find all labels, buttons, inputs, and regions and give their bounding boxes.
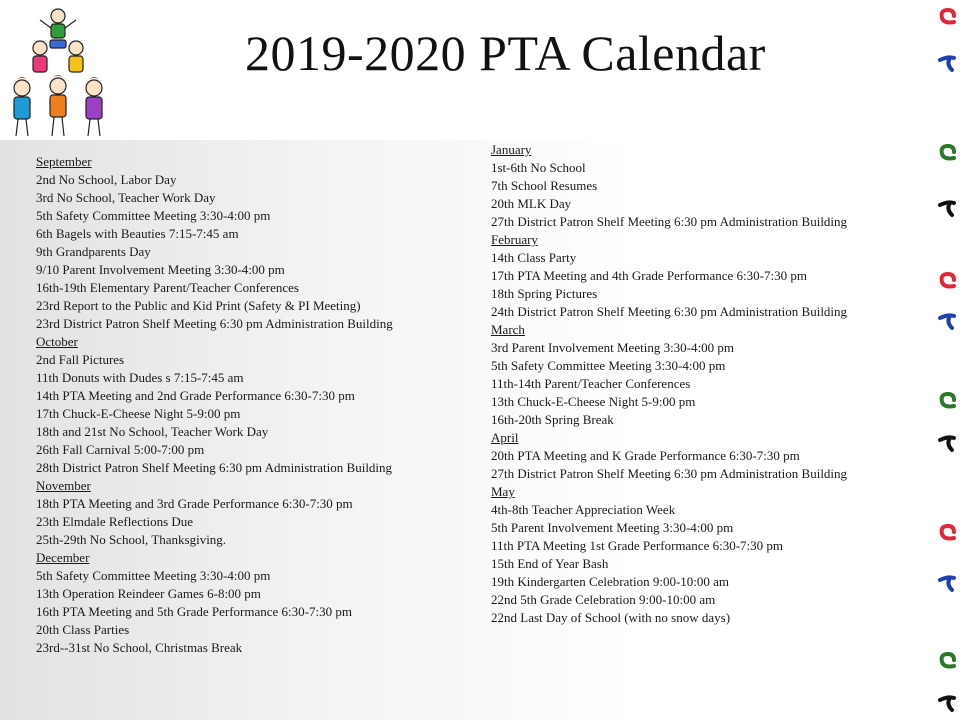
month-heading: March (491, 322, 525, 337)
event-item: 20th Class Parties (36, 622, 130, 637)
page-title: 2019-2020 PTA Calendar (245, 25, 766, 81)
month-heading: September (36, 154, 92, 169)
event-item: 16th PTA Meeting and 5th Grade Performance 6:30-7:30 pm (36, 604, 352, 619)
squiggle-icon (942, 526, 954, 539)
event-item: 23th Elmdale Reflections Due (36, 514, 194, 529)
event-item: 1st-6th No School (491, 160, 586, 175)
squiggle-icon (942, 146, 954, 159)
event-item: 11th Donuts with Dudes s 7:15-7:45 am (36, 370, 244, 385)
event-item: 18th Spring Pictures (491, 286, 598, 301)
event-item: 19th Kindergarten Celebration 9:00-10:00 am (491, 574, 730, 589)
squiggle-icon (942, 394, 954, 407)
event-item: 24th District Patron Shelf Meeting 6:30 pm Administration Building (491, 304, 848, 319)
event-item: 13th Operation Reindeer Games 6-8:00 pm (36, 586, 261, 601)
event-item: 28th District Patron Shelf Meeting 6:30 pm Administration Building (36, 460, 393, 475)
month-heading: May (491, 484, 515, 499)
squiggle-icon (942, 654, 954, 667)
event-item: 2nd Fall Pictures (36, 352, 125, 367)
decorative-border-icon (910, 0, 960, 720)
event-item: 23rd--31st No School, Christmas Break (36, 640, 243, 655)
event-item: 15th End of Year Bash (491, 556, 609, 571)
event-item: 26th Fall Carnival 5:00-7:00 pm (36, 442, 205, 457)
event-item: 27th District Patron Shelf Meeting 6:30 pm Administration Building (491, 466, 848, 481)
squiggle-icon (940, 697, 954, 710)
event-item: 9/10 Parent Involvement Meeting 3:30-4:00 pm (36, 262, 285, 277)
event-item: 18th PTA Meeting and 3rd Grade Performance 6:30-7:30 pm (36, 496, 353, 511)
calendar-column-left (36, 153, 476, 657)
event-item: 16th-20th Spring Break (491, 412, 614, 427)
event-item: 4th-8th Teacher Appreciation Week (491, 502, 676, 517)
event-item: 9th Grandparents Day (36, 244, 151, 259)
squiggle-icon (940, 315, 954, 328)
event-item: 3rd Parent Involvement Meeting 3:30-4:00 pm (491, 340, 734, 355)
event-item: 5th Safety Committee Meeting 3:30-4:00 pm (36, 208, 271, 223)
event-item: 3rd No School, Teacher Work Day (36, 190, 216, 205)
event-item: 17th Chuck-E-Cheese Night 5-9:00 pm (36, 406, 241, 421)
month-heading: October (36, 334, 78, 349)
event-item: 16th-19th Elementary Parent/Teacher Conferences (36, 280, 299, 295)
event-item: 20th PTA Meeting and K Grade Performance 6:30-7:30 pm (491, 448, 800, 463)
squiggle-icon (940, 577, 954, 590)
event-item: 27th District Patron Shelf Meeting 6:30 pm Administration Building (491, 214, 848, 229)
event-item: 7th School Resumes (491, 178, 598, 193)
month-heading: February (491, 232, 538, 247)
squiggle-icon (940, 437, 954, 450)
event-item: 22nd Last Day of School (with no snow days) (491, 610, 731, 625)
event-item: 5th Parent Involvement Meeting 3:30-4:00 pm (491, 520, 734, 535)
event-item: 2nd No School, Labor Day (36, 172, 177, 187)
month-heading: November (36, 478, 91, 493)
event-item: 23rd District Patron Shelf Meeting 6:30 pm Administration Building (36, 316, 393, 331)
event-item: 22nd 5th Grade Celebration 9:00-10:00 am (491, 592, 716, 607)
squiggle-icon (942, 274, 954, 287)
month-heading: December (36, 550, 90, 565)
event-item: 5th Safety Committee Meeting 3:30-4:00 pm (491, 358, 726, 373)
kids-pyramid-clipart (2, 2, 114, 140)
event-item: 23rd Report to the Public and Kid Print (Safety & PI Meeting) (36, 298, 361, 313)
squiggle-icon (940, 202, 954, 215)
event-item: 13th Chuck-E-Cheese Night 5-9:00 pm (491, 394, 696, 409)
squiggle-icon (940, 57, 954, 70)
month-heading: January (491, 142, 532, 157)
event-item: 14th Class Party (491, 250, 577, 265)
calendar-column-right (491, 141, 901, 627)
event-item: 25th-29th No School, Thanksgiving. (36, 532, 227, 547)
event-item: 5th Safety Committee Meeting 3:30-4:00 pm (36, 568, 271, 583)
event-item: 6th Bagels with Beauties 7:15-7:45 am (36, 226, 239, 241)
event-item: 18th and 21st No School, Teacher Work Day (36, 424, 269, 439)
event-item: 14th PTA Meeting and 2nd Grade Performance 6:30-7:30 pm (36, 388, 355, 403)
squiggle-icon (942, 10, 954, 23)
event-item: 17th PTA Meeting and 4th Grade Performance 6:30-7:30 pm (491, 268, 807, 283)
month-heading: April (491, 430, 519, 445)
event-item: 11th PTA Meeting 1st Grade Performance 6:30-7:30 pm (491, 538, 784, 553)
event-item: 11th-14th Parent/Teacher Conferences (491, 376, 691, 391)
event-item: 20th MLK Day (491, 196, 572, 211)
